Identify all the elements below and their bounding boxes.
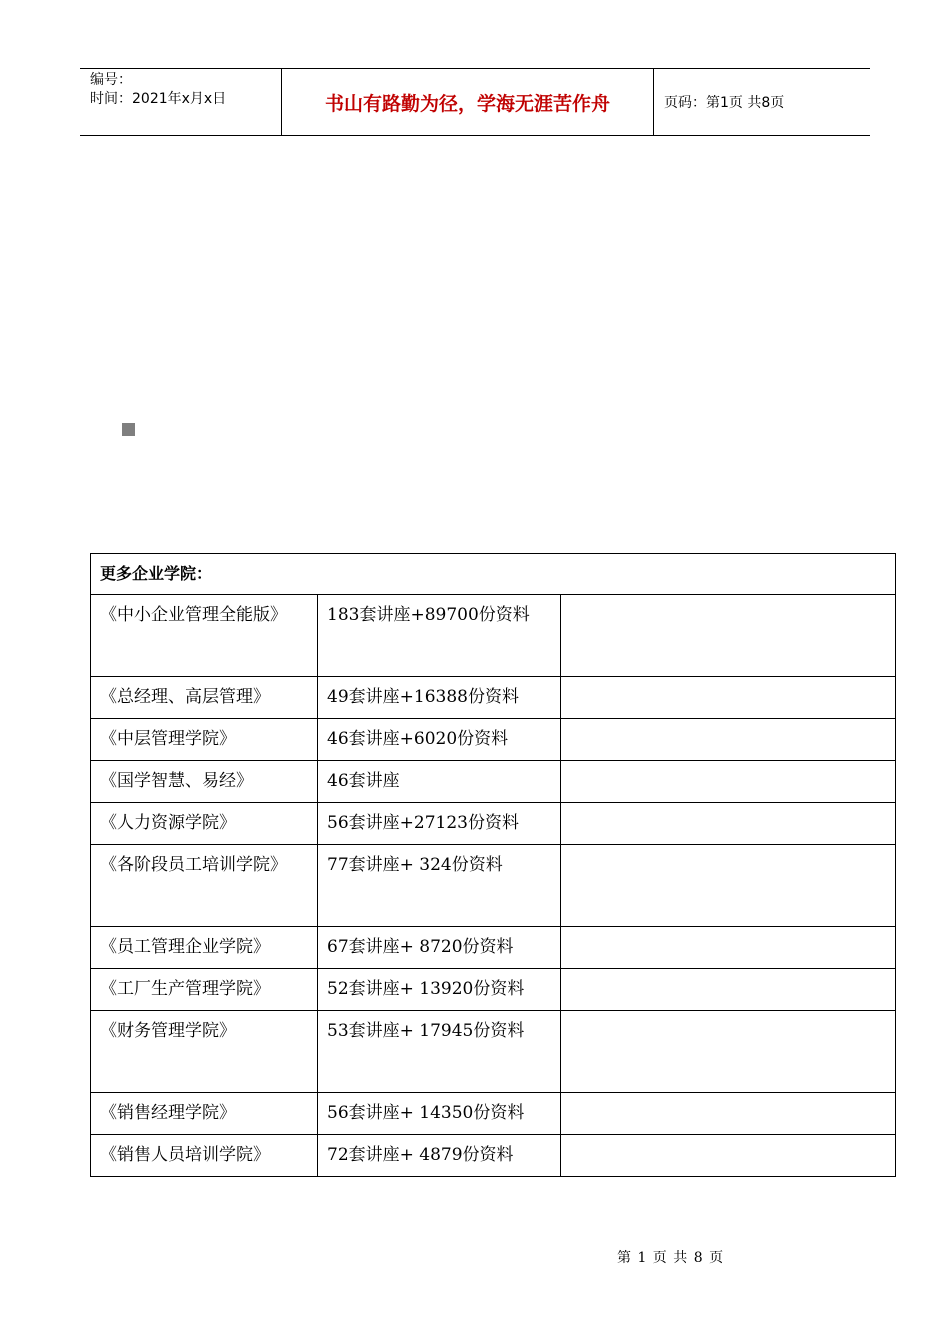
course-content: 56套讲座+27123份资料 <box>318 803 561 845</box>
header-motto: 书山有路勤为径，学海无涯苦作舟 <box>282 69 654 135</box>
document-time: 时间：2021年x月x日 <box>90 91 227 107</box>
course-extra <box>561 595 896 677</box>
course-name: 《销售经理学院》 <box>91 1093 318 1135</box>
table-title-row <box>91 554 896 595</box>
table-row <box>91 1135 896 1177</box>
course-extra <box>561 719 896 761</box>
course-extra <box>561 677 896 719</box>
table-title: 更多企业学院： <box>91 554 896 595</box>
course-table <box>90 553 896 1177</box>
course-extra <box>561 761 896 803</box>
course-extra <box>561 1011 896 1093</box>
course-content: 67套讲座+ 8720份资料 <box>318 927 561 969</box>
course-name: 《员工管理企业学院》 <box>91 927 318 969</box>
course-name: 《人力资源学院》 <box>91 803 318 845</box>
course-name: 《中层管理学院》 <box>91 719 318 761</box>
course-name: 《销售人员培训学院》 <box>91 1135 318 1177</box>
table-row <box>91 927 896 969</box>
course-name: 《国学智慧、易经》 <box>91 761 318 803</box>
document-number: 编号： <box>90 72 132 88</box>
course-content: 46套讲座+6020份资料 <box>318 719 561 761</box>
table-row <box>91 595 896 677</box>
page-header <box>80 68 870 136</box>
header-page-number: 页码：第1页 共8页 <box>664 95 785 111</box>
table-row <box>91 1093 896 1135</box>
page-footer: 第 1 页 共 8 页 <box>617 1250 725 1266</box>
course-content: 77套讲座+ 324份资料 <box>318 845 561 927</box>
course-extra <box>561 845 896 927</box>
bullet-square-icon <box>122 423 135 436</box>
course-name: 《财务管理学院》 <box>91 1011 318 1093</box>
course-name: 《工厂生产管理学院》 <box>91 969 318 1011</box>
course-content: 72套讲座+ 4879份资料 <box>318 1135 561 1177</box>
course-content: 56套讲座+ 14350份资料 <box>318 1093 561 1135</box>
course-content: 46套讲座 <box>318 761 561 803</box>
table-row <box>91 803 896 845</box>
table-row <box>91 677 896 719</box>
table-row <box>91 845 896 927</box>
course-name: 《总经理、高层管理》 <box>91 677 318 719</box>
course-content: 49套讲座+16388份资料 <box>318 677 561 719</box>
table-row <box>91 719 896 761</box>
course-name: 《各阶段员工培训学院》 <box>91 845 318 927</box>
course-extra <box>561 927 896 969</box>
table-row <box>91 1011 896 1093</box>
course-name: 《中小企业管理全能版》 <box>91 595 318 677</box>
course-content: 183套讲座+89700份资料 <box>318 595 561 677</box>
course-extra <box>561 803 896 845</box>
course-content: 53套讲座+ 17945份资料 <box>318 1011 561 1093</box>
header-meta <box>80 69 282 135</box>
course-content: 52套讲座+ 13920份资料 <box>318 969 561 1011</box>
table-row <box>91 969 896 1011</box>
course-extra <box>561 1093 896 1135</box>
course-extra <box>561 1135 896 1177</box>
course-extra <box>561 969 896 1011</box>
table-row <box>91 761 896 803</box>
